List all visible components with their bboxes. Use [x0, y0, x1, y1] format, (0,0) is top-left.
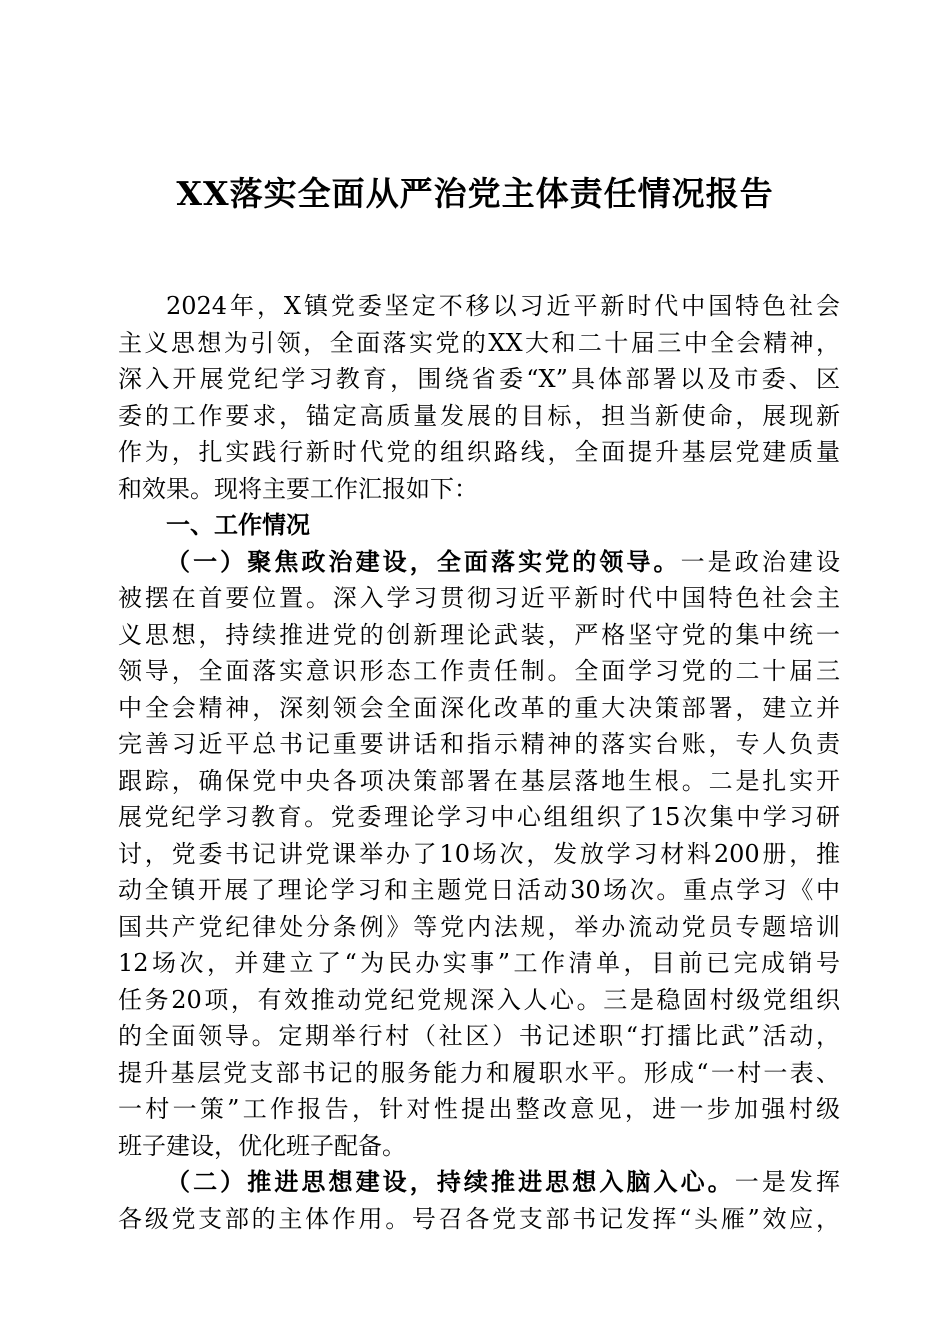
paragraph-line: 跟踪，确保党中央各项决策部署在基层落地生根。二是扎实开: [118, 766, 840, 795]
subsection-first-line: [118, 1164, 840, 1201]
paragraph-line: 领导，全面落实意识形态工作责任制。全面学习党的二十届三: [118, 657, 840, 685]
intro-line: 和效果。现将主要工作汇报如下：: [118, 474, 478, 503]
document-body: [118, 288, 840, 1237]
intro-line: 主义思想为引领，全面落实党的XX大和二十届三中全会精神，: [118, 328, 840, 357]
paragraph-line: 的全面领导。定期举行村（社区）书记述职“打擂比武”活动，: [118, 1022, 840, 1050]
paragraph-line: 班子建设，优化班子配备。: [118, 1131, 406, 1160]
paragraph-line: 提升基层党支部书记的服务能力和履职水平。形成“一村一表、: [118, 1058, 840, 1087]
intro-line: 2024年，X镇党委坚定不移以习近平新时代中国特色社会: [166, 292, 840, 320]
intro-line: 作为，扎实践行新时代党的组织路线，全面提升基层党建质量: [118, 438, 840, 466]
intro-line: 深入开展党纪学习教育，围绕省委“X”具体部署以及市委、区: [118, 365, 840, 393]
subsection-heading: （一）聚焦政治建设，全面落实党的领导。: [166, 546, 681, 576]
section-heading: 一、工作情况: [166, 511, 310, 539]
document-title: XX落实全面从严治党主体责任情况报告: [176, 174, 774, 213]
paragraph-line: 国共产党纪律处分条例》等党内法规，举办流动党员专题培训: [118, 912, 840, 941]
subsection-text: 一是发挥: [734, 1168, 840, 1196]
subsection-text: 一是政治建设: [680, 547, 841, 576]
paragraph-line: 讨，党委书记讲党课举办了10场次，发放学习材料200册，推: [118, 839, 840, 868]
paragraph-line: 12场次，并建立了“为民办实事”工作清单，目前已完成销号: [118, 949, 840, 977]
paragraph-line: 被摆在首要位置。深入学习贯彻习近平新时代中国特色社会主: [118, 584, 840, 612]
subsection-heading: （二）推进思想建设，持续推进思想入脑入心。: [166, 1167, 735, 1196]
paragraph-line: 一村一策”工作报告，针对性提出整改意见，进一步加强村级: [118, 1095, 840, 1123]
subsection-first-line: [118, 544, 840, 581]
paragraph-line: 各级党支部的主体作用。号召各党支部书记发挥“头雁”效应，: [118, 1204, 840, 1233]
intro-line: 委的工作要求，锚定高质量发展的目标，担当新使命，展现新: [118, 401, 840, 430]
paragraph-line: 中全会精神，深刻领会全面深化改革的重大决策部署，建立并: [118, 693, 840, 722]
paragraph-line: 完善习近平总书记重要讲话和指示精神的落实台账，专人负责: [118, 730, 840, 758]
paragraph-line: 义思想，持续推进党的创新理论武装，严格坚守党的集中统一: [118, 620, 840, 649]
paragraph-line: 动全镇开展了理论学习和主题党日活动30场次。重点学习《中: [118, 876, 840, 904]
paragraph-line: 任务20项，有效推动党纪党规深入人心。三是稳固村级党组织: [118, 985, 840, 1014]
paragraph-line: 展党纪学习教育。党委理论学习中心组组织了15次集中学习研: [118, 803, 840, 831]
